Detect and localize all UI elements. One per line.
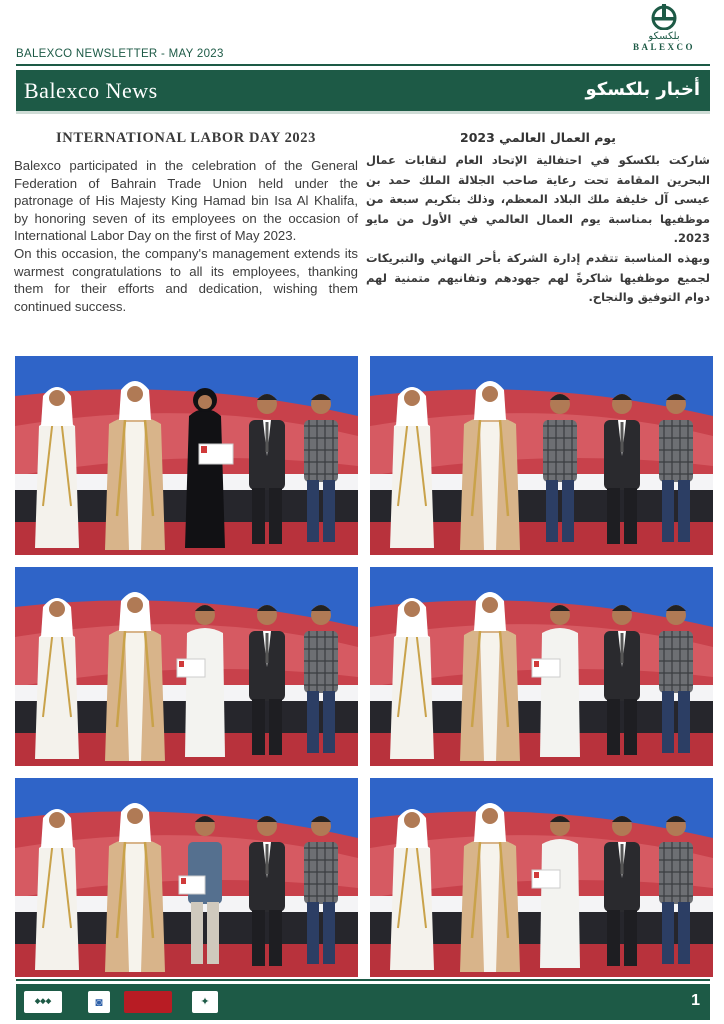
stage-photo-5 xyxy=(15,778,358,977)
header-divider xyxy=(16,64,710,66)
stage-photo-3 xyxy=(15,567,358,766)
quality-logo: ◙ xyxy=(88,991,110,1013)
logo-text-ar: بلكسكو xyxy=(648,31,680,42)
photo-4 xyxy=(370,567,713,766)
logo-text-en: BALEXCO xyxy=(632,42,695,52)
stage-photo-6 xyxy=(370,778,713,977)
article-en xyxy=(14,130,358,315)
article-ar-heading: يوم العمال العالمي 2023 xyxy=(460,130,616,145)
balexco-logo-mark xyxy=(644,4,684,30)
photo-5 xyxy=(15,778,358,977)
newsletter-label: BALEXCO NEWSLETTER - MAY 2023 xyxy=(16,48,224,60)
article-en-heading: INTERNATIONAL LABOR DAY 2023 xyxy=(56,130,316,146)
photo-2 xyxy=(370,356,713,555)
banner-title-ar: أخبار بلكسكو xyxy=(585,79,700,100)
article-ar-paragraph-2: وبهذه المناسبة تتقدم إدارة الشركة بأحر التهاني والتبريكات لجميع موظفيها شاكرةً لهم جهودهم وتفانيهم متمنية لهم دوام التوفيق والنجاح. xyxy=(366,250,710,305)
news-banner xyxy=(16,70,710,114)
photo-3 xyxy=(15,567,358,766)
gulfsafe-logo: ◆◆◆ xyxy=(24,991,62,1013)
banner-title-en: Balexco News xyxy=(24,78,158,103)
stage-photo-4 xyxy=(370,567,713,766)
article-en-paragraph-1: Balexco participated in the celebration of the General Federation of Bahrain Trade Union held under the patronage of His Majesty King Hamad bin Isa Al Khalifa, by honoring seven of its employees on the occasion of International Labor Day on the first of May 2023. xyxy=(14,158,358,244)
article-ar xyxy=(366,130,710,308)
page-number: 1 xyxy=(691,992,700,1009)
article-ar-paragraph-1: شاركت بلكسكو في احتفالية الإتحاد العام لنقابات عمال البحرين المقامة تحت رعاية صاحب الجلالة الملك حمد بن عيسى آل خليفة ملك البلاد المعظم، وذلك بتكريم سبعة من موظفيها بمناسبة يوم العمال العالمي في الأول من مايو 2023. xyxy=(366,153,710,246)
stage-photo-2 xyxy=(370,356,713,555)
stage-photo-1 xyxy=(15,356,358,555)
balexco-logo xyxy=(616,4,712,62)
article-en-paragraph-2: On this occasion, the company's management extends its warmest congratulations to all its employees, thanking them for their efforts and dedication, wishing them continued success. xyxy=(14,245,358,314)
photo-1 xyxy=(15,356,358,555)
footer-divider xyxy=(16,979,710,981)
partner-logo: ✦ xyxy=(192,991,218,1013)
bureau-veritas-logo xyxy=(124,991,172,1013)
footer-bar xyxy=(16,984,710,1020)
photo-6 xyxy=(370,778,713,977)
